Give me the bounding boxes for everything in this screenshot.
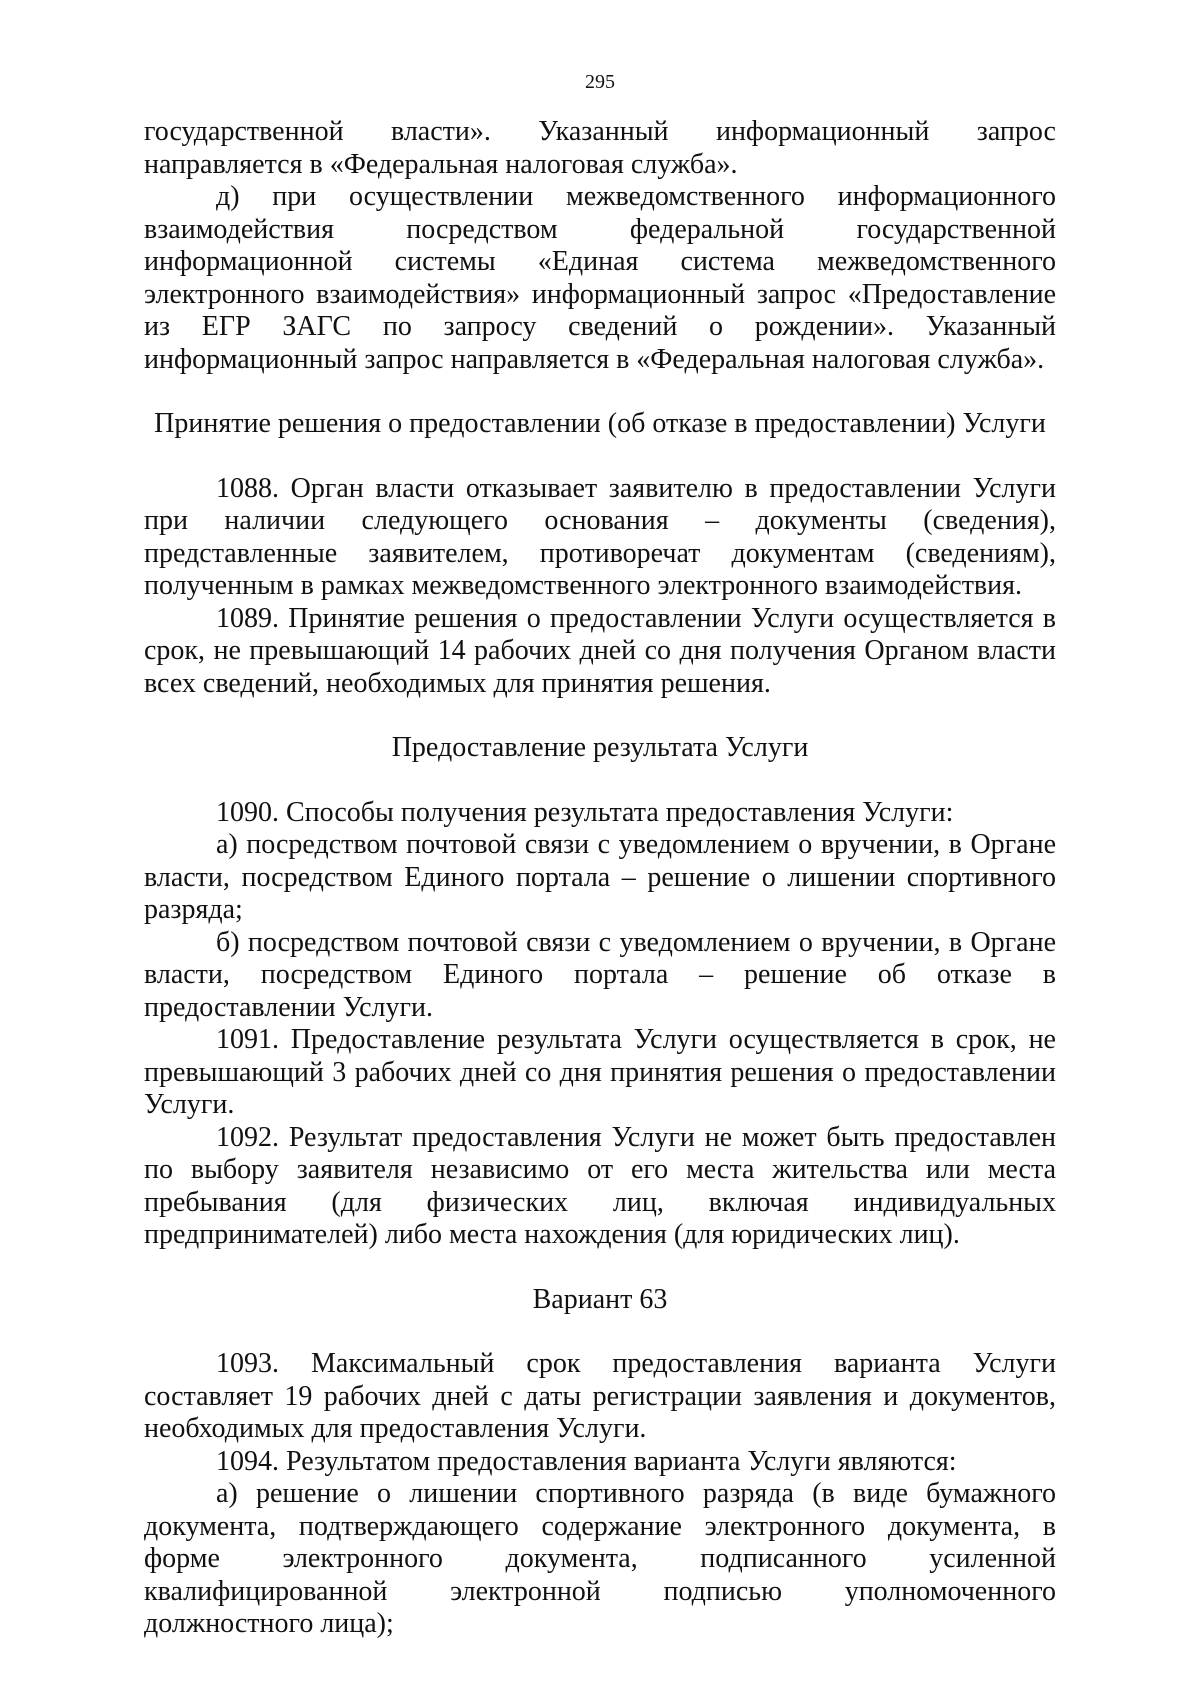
section-heading-result: Предоставление результата Услуги xyxy=(391,732,809,763)
paragraph-1090-b: б) посредством почтовой связи с уведомлением о вручении, в Органе власти, посредством Единого портала – решение об отказе в предоставлении Услуги. xyxy=(144,926,1056,1023)
section-heading-decision: Принятие решения о предоставлении (об отказе в предоставлении) Услуги xyxy=(154,408,1046,439)
document-body xyxy=(144,116,1056,1641)
paragraph-1094: 1094. Результатом предоставления варианта Услуги являются: xyxy=(216,1445,957,1477)
section-heading-variant-63: Вариант 63 xyxy=(532,1283,668,1315)
paragraph-1090-a: а) посредством почтовой связи с уведомлением о вручении, в Органе власти, посредством Единого портала – решение о лишении спортивного разряда; xyxy=(144,829,1056,925)
paragraph-continuation: государственной власти». Указанный информационный запрос направляется в «Федеральная налоговая служба». xyxy=(144,116,1056,180)
paragraph-1092: 1092. Результат предоставления Услуги не может быть предоставлен по выбору заявителя независимо от его места жительства или места пребывания (для физических лиц, включая индивидуальных предпринимателей) либо места нахождения (для юридических лиц). xyxy=(144,1121,1056,1250)
paragraph-1093: 1093. Максимальный срок предоставления варианта Услуги составляет 19 рабочих дней с даты регистрации заявления и документов, необходимых для предоставления Услуги. xyxy=(144,1348,1056,1444)
page-number: 295 xyxy=(585,71,615,93)
paragraph-1090: 1090. Способы получения результата предоставления Услуги: xyxy=(216,796,954,828)
paragraph-item-d: д) при осуществлении межведомственного информационного взаимодействия посредством федеральной государственной информационной системы «Единая система межведомственного электронного взаимодействия» информационный запрос «Предоставление из ЕГР ЗАГС по запросу сведений о рождении». Указанный информационный запрос направляется в «Федеральная налоговая служба». xyxy=(144,181,1056,375)
paragraph-1091: 1091. Предоставление результата Услуги осуществляется в срок, не превышающий 3 рабочих дней со дня принятия решения о предоставлении Услуги. xyxy=(144,1024,1056,1120)
paragraph-1094-a: а) решение о лишении спортивного разряда (в виде бумажного документа, подтверждающего содержание электронного документа, в форме электронного документа, подписанного усиленной квалифицированной электронной подписью уполномоченного должностного лица); xyxy=(144,1478,1056,1639)
paragraph-1088: 1088. Орган власти отказывает заявителю в предоставлении Услуги при наличии следующего основания – документы (сведения), представленные заявителем, противоречат документам (сведениям), полученным в рамках межведомственного электронного взаимодействия. xyxy=(144,472,1056,601)
paragraph-1089: 1089. Принятие решения о предоставлении Услуги осуществляется в срок, не превышающий 14 рабочих дней со дня получения Органом власти всех сведений, необходимых для принятия решения. xyxy=(144,602,1056,699)
